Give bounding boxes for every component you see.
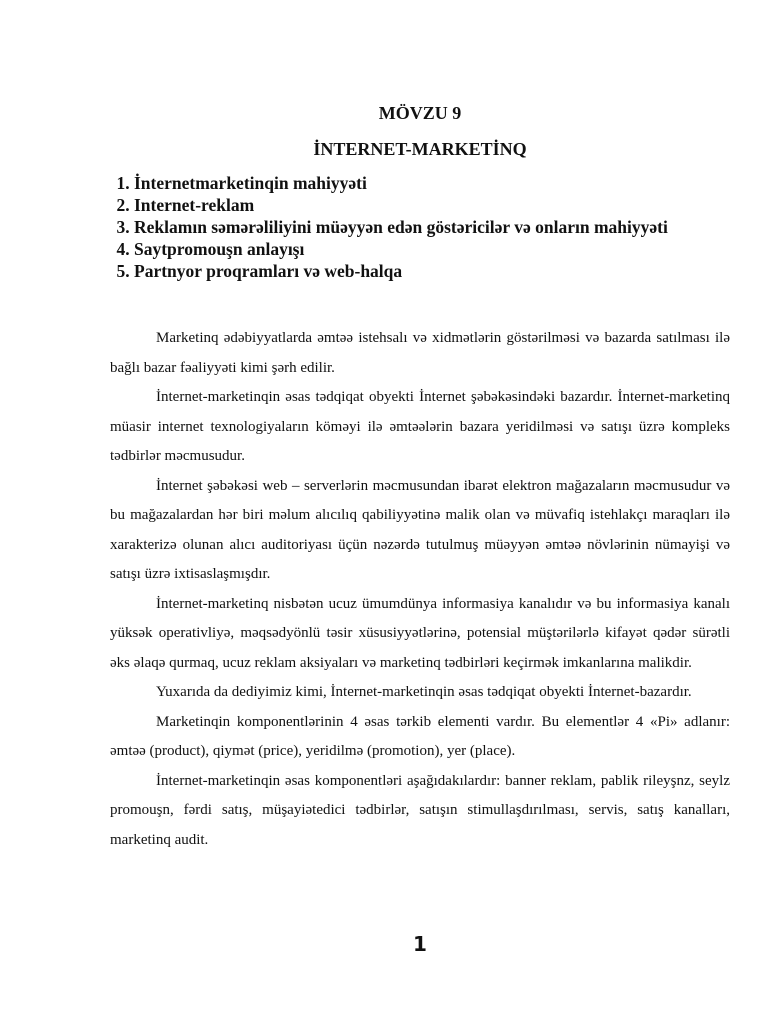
paragraph: İnternet-marketinq nisbətən ucuz ümumdünya informasiya kanalıdır və bu informasiya kanalı yüksək operativliyə, məqsədyönlü təsir xüsusiyyətlərinə, potensial müştərilərlə kifayət qədər sürətli əks əlaqə qurmaq, ucuz reklam aksiyaları və marketinq tədbirləri keçirmək imkanlarına malikdir. bbox=[110, 595, 730, 671]
toc-item: 5. Partnyor proqramları və web-halqa bbox=[134, 260, 730, 282]
paragraph: Marketinq ədəbiyyatlarda əmtəə istehsalı və xidmətlərin göstərilməsi və bazarda satılması ilə bağlı bazar fəaliyyəti kimi şərh edilir. bbox=[110, 330, 730, 376]
toc-item: 2. Internet-reklam bbox=[134, 194, 730, 216]
toc-item: 1. İnternetmarketinqin mahiyyəti bbox=[134, 172, 730, 194]
toc-item: 3. Reklamın səmərəliliyini müəyyən edən göstəricilər və onların mahiyyəti bbox=[134, 216, 730, 238]
paragraph: Marketinqin komponentlərinin 4 əsas tərkib elementi vardır. Bu elementlər 4 «Pi» adlanır: əmtəə (product), qiymət (price), yeridilmə (promotion), yer (place). bbox=[110, 713, 730, 759]
table-of-contents bbox=[110, 172, 730, 282]
paragraph: İnternet şəbəkəsi web – serverlərin məcmusundan ibarət elektron mağazaların məcmusudur və bu mağazalardan hər biri məlum alıcılıq qabiliyyətinə malik olan və müvafiq istehlakçı maraqları ilə xarakterizə olunan alıcı auditoriyası üçün nəzərdə tutulmuş müəyyən əmtəə növlərinin nümayişi və satışı üzrə ixtisaslaşmışdır. bbox=[110, 477, 730, 582]
paragraph: Yuxarıda da dediyimiz kimi, İnternet-marketinqin əsas tədqiqat obyekti İnternet-bazardır. bbox=[156, 684, 692, 700]
body-text bbox=[110, 324, 730, 855]
paragraph: İnternet-marketinqin əsas komponentləri aşağıdakılardır: banner reklam, pablik rileyşnz, seylz promouşn, fərdi satış, müşayiətedici tədbirlər, satışın stimullaşdırılması, servis, satış kanalları, marketinq audit. bbox=[110, 772, 730, 848]
page-number: 1 bbox=[413, 932, 427, 956]
document-title: İNTERNET-MARKETİNQ bbox=[313, 139, 527, 159]
topic-heading: MÖVZU 9 bbox=[378, 103, 462, 123]
paragraph: İnternet-marketinqin əsas tədqiqat obyekti İnternet şəbəkəsindəki bazardır. İnternet-marketinq müasir internet texnologiyaların köməyi ilə əmtəələrin bazara yeridilməsi və satışı üzrə kompleks tədbirlər məcmusudur. bbox=[110, 389, 730, 464]
toc-item: 4. Saytpromouşn anlayışı bbox=[134, 238, 730, 260]
